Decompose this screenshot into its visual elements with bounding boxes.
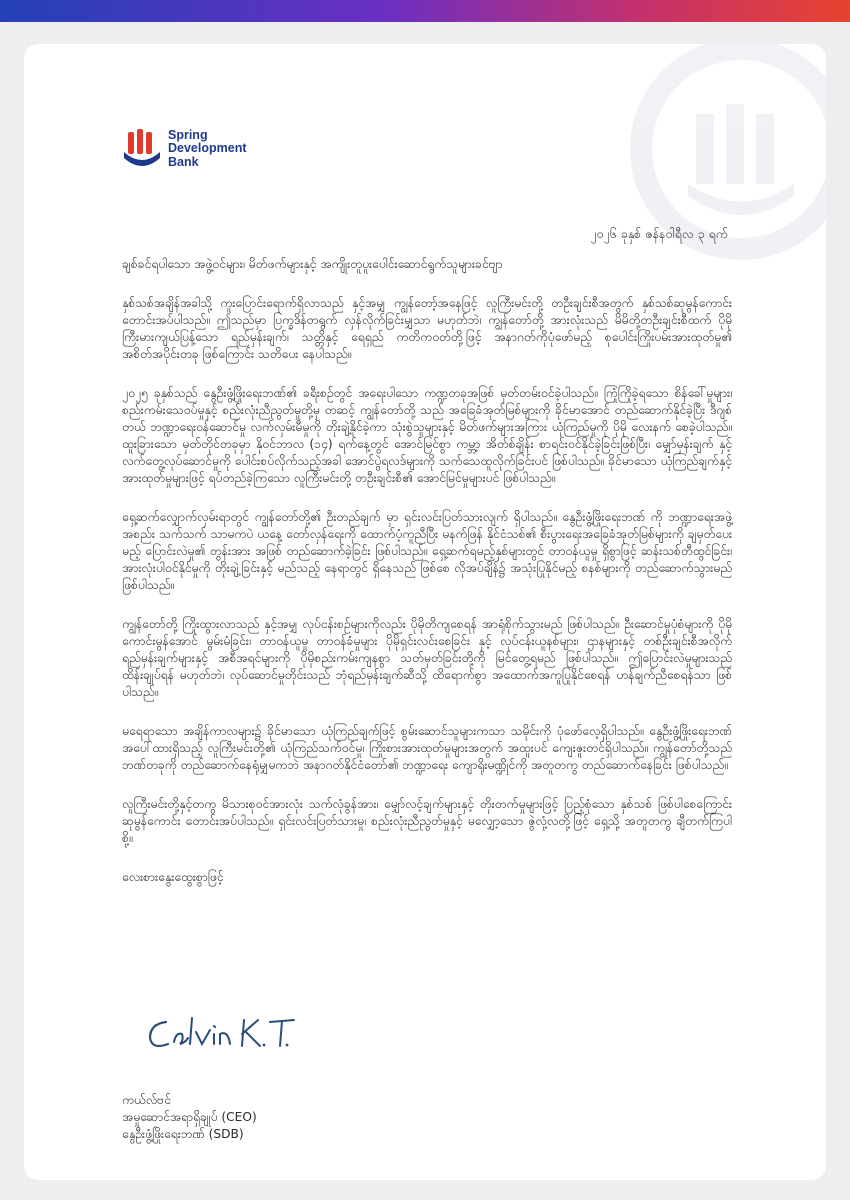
handwritten-signature-icon [144, 1012, 304, 1058]
paragraph-3: ရှေ့ဆက်လျှောက်လှမ်းရာတွင် ကျွန်တော်တို့၏ ဦးတည်ချက် မှာ ရှင်းလင်းပြတ်သားလျက် ရှိပါသည်။ နွေဦးဖွံ့ဖြိုးရေးဘဏ် ကို ဘဏ္ဍာရေးအဖွဲ့အစည်း သက်သက် သာမကပဲ ယနေ့ တော်လှန်ရေးကို ထောက်ပံ့ကူညီပြီး မနက်ဖြန် နိုင်ငံသစ်၏ စီးပွားရေးအခြေခံအုတ်မြစ်များကို ချမှတ်ပေးမည့် ပြောင်းလဲမှု၏ တွန်းအား အဖြစ် တည်ဆောက်ခဲ့ခြင်း ဖြစ်ပါသည်။ ရှေ့ဆက်ရမည့်နှစ်များတွင် တာဝန်ယူမှု ရှိစွာဖြင့် ဆန်းသစ်တီထွင်ခြင်း၊ အားလုံးပါဝင်နိုင်မှုကို တိုးချဲ့ခြင်းနှင့် မည်သည့် နေရာတွင် ရှိနေသည် ဖြစ်စေ လိုအပ်ချိန်၌ အသုံးပြုနိုင်မည့် စနစ်များကို တည်ဆောက်သွားမည် ဖြစ်ပါသည်။ [122, 510, 732, 592]
salutation: ချစ်ခင်ရပါသော အဖွဲ့ဝင်များ၊ မိတ်ဖက်များနှင့် အကျိုးတူပူးပေါင်းဆောင်ရွက်သူများခင်ဗျာ [122, 257, 503, 271]
bank-logo-text [168, 129, 247, 170]
signer-title: အမှုဆောင်အရာရှိချုပ် (CEO) [122, 1110, 257, 1124]
paragraph-5: မရေရာသော အချိန်ကာလများ၌ ခိုင်မာသော ယုံကြည်ချက်ဖြင့် စွမ်းဆောင်သူများကသာ သမိုင်းကို ပုံဖော်လေ့ရှိပါသည်။ နွေဦးဖွံ့ဖြိုးရေးဘဏ် အပေါ်ထားရှိသည့် လူကြီးမင်းတို့၏ ယုံကြည်သက်ဝင်မှု၊ ကြိုးစားအားထုတ်မှုများအတွက် အထူးပင် ကျေးဇူးတင်ရှိပါသည်။ ကျွန်တော်တို့သည် ဘဏ်တခုကို တည်ဆောက်နေရုံမျှမကဘဲ အနာဂတ်နိုင်ငံတော်၏ ဘဏ္ဍာရေး ကျောရိုးမဏ္ဍိုင်ကို အတူတကွ တည်ဆောက်နေခြင်း ဖြစ်ပါသည်။ [122, 724, 732, 772]
bank-logo [122, 128, 247, 170]
signer-block [122, 1092, 257, 1143]
signer-org: နွေဦးဖွံ့ဖြိုးရေးဘဏ် (SDB) [122, 1127, 244, 1141]
closing-line: လေးစားနွေးထွေးစွာဖြင့် [122, 870, 224, 884]
logo-line-development: Development [168, 141, 247, 156]
letter-body [122, 256, 732, 886]
signer-name: ကယ်လ်ဗင် [122, 1093, 171, 1107]
logo-line-spring: Spring [168, 127, 208, 142]
top-gradient-bar [0, 0, 850, 22]
paragraph-4: ကျွန်တော်တို့ ကြိုးထွားလာသည် နှင့်အမျှ လုပ်ငန်းစဉ်များကိုလည်း ပိုမိုတိကျစေရန် အာရုံစိုက်သွားမည် ဖြစ်ပါသည်။ ဦးဆောင်မှုပုံစံများကို ပိုမိုကောင်းမွန်အောင် မွမ်းမံခြင်း၊ တာဝန်ယူမှု တာဝန်ခံမှုများ ပိုမိုရှင်းလင်းစေခြင်း နှင့် လုပ်ငန်းယူနစ်များ၊ ဌာနများနှင့် တစ်ဦးချင်းစီအလိုက် ရည်မှန်းချက်များနှင့် အစီအရင်များကို ပိုမိုစည်းကမ်းကျနစွာ သတ်မှတ်ခြင်းတို့ကို မြင်တွေ့ရမည် ဖြစ်ပါသည်။ ဤပြောင်းလဲမှုများသည် ထိန်းချုပ်ရန် မဟုတ်ဘဲ၊ လုပ်ဆောင်မှုတိုင်းသည် ဘုံရည်မှန်းချက်ဆီသို့ ထိရောက်စွာ အထောက်အကူပြုနိုင်စေရန် ဟန်ချက်ညီစေရန်သာ ဖြစ်ပါသည်။ [122, 617, 732, 699]
paragraph-1: နှစ်သစ်အချိန်အခါသို့ ကူးပြောင်းရောက်ရှိလာသည် နှင့်အမျှ ကျွန်တော့်အနေဖြင့် လူကြီးမင်းတို့ တဦးချင်းစီအတွက် နှစ်သစ်ဆုမွန်ကောင်း တောင်းအပ်ပါသည်။ ဤသည်မှာ ပြက္ခဒိန်တရွက် လှန်လိုက်ခြင်းမျှသာ မဟုတ်ဘဲ၊ ကျွန်တော်တို့ အားလုံးသည် မိမိတို့တဦးချင်းစီထက် ပိုမိုကြီးမားကျယ်ပြန့်သော ရည်မှန်းချက်၊ သတ္တိနှင့် ရေရှည် ကတိကဝတ်တို့ဖြင့် အနာဂတ်ကိုပုံဖော်မည့် စုပေါင်းကြိုးပမ်းအားထုတ်မှု၏ အစိတ်အပိုင်းတခု ဖြစ်ကြောင်း သတိပေး နေပါသည်။ [122, 296, 732, 361]
letter-page [24, 44, 826, 1180]
bank-logo-icon [122, 128, 162, 170]
paragraph-6: လူကြီးမင်းတို့နှင့်တကွ မိသားစုဝင်အားလုံး သက်လုံခွန်အား၊ မျှော်လင့်ချက်များနှင့် တိုးတက်မှုများဖြင့် ပြည့်စုံသော နှစ်သစ် ဖြစ်ပါစေကြောင်း ဆုမွန်ကောင်း တောင်းအပ်ပါသည်။ ရှင်းလင်းပြတ်သားမှု၊ စည်းလုံးညီညွတ်မှုနှင့် မလျှော့သော ဇွဲလုံ့လတို့ဖြင့် ရှေ့သို့ အတူတကွ ချီတက်ကြပါစို့။ [122, 797, 732, 845]
logo-line-bank: Bank [168, 154, 199, 169]
paragraph-2: ၂၀၂၅ ခုနှစ်သည် နွေဦးဖွံ့ဖြိုးရေးဘဏ်၏ ခရီးစဉ်တွင် အရေးပါသော ကဏ္ဍတခုအဖြစ် မှတ်တမ်းဝင်ခဲ့ပါသည်။ ကြုံကြိုခဲ့ရသော စိန်ခေါ်မှုများ၊ စည်းကမ်းသေဝပ်မှုနှင့် စည်းလုံးညီညွတ်မှုတို့မှ တဆင့် ကျွန်တော်တို့ သည် အခြေခံအုတ်မြစ်များကို ခိုင်မာအောင် တည်ဆောက်နိုင်ခဲ့ပြီး ဒီဂျစ်တယ် ဘဏ္ဍာရေးဝန်ဆောင်မှု လက်လှမ်းမီမှုကို တိုးချဲ့နိုင်ခဲ့ကာ သုံးစွဲသူများနှင့် မိတ်ဖက်များအကြား ယုံကြည်မှုကို ပိုမို လေးနက် စေခဲ့ပါသည်။ ထူးခြားသော မှတ်တိုင်တခုမှာ နိုဝင်ဘာလ (၁၄) ရက်နေ့တွင် အောင်မြင်စွာ ကမ္ဘာ့ အိတ်စ်ချိန်း စာရင်းဝင်နိုင်ခဲ့ခြင်းဖြစ်ပြီး၊ မျှော်မှန်းချက် နှင့် လက်တွေ့လုပ်ဆောင်မှုကို ပေါင်းစပ်လိုက်သည့်အခါ အောင်ပွဲရလဒ်များကို သက်သေထူလိုက်ခြင်းပင် ဖြစ်ပါသည်။ ခိုင်မာသော ယုံကြည်ချက်နှင့် အားထုတ်မှုများဖြင့် ရပ်တည်ခဲ့ကြသော လူကြီးမင်းတို့ တဦးချင်းစီ၏ အောင်မြင်မှုများပင် ဖြစ်ပါသည်။ [122, 386, 732, 485]
letter-date: ၂၀၂၆ ခုနှစ် ဇန်နဝါရီလ ၃ ရက် [590, 226, 728, 241]
